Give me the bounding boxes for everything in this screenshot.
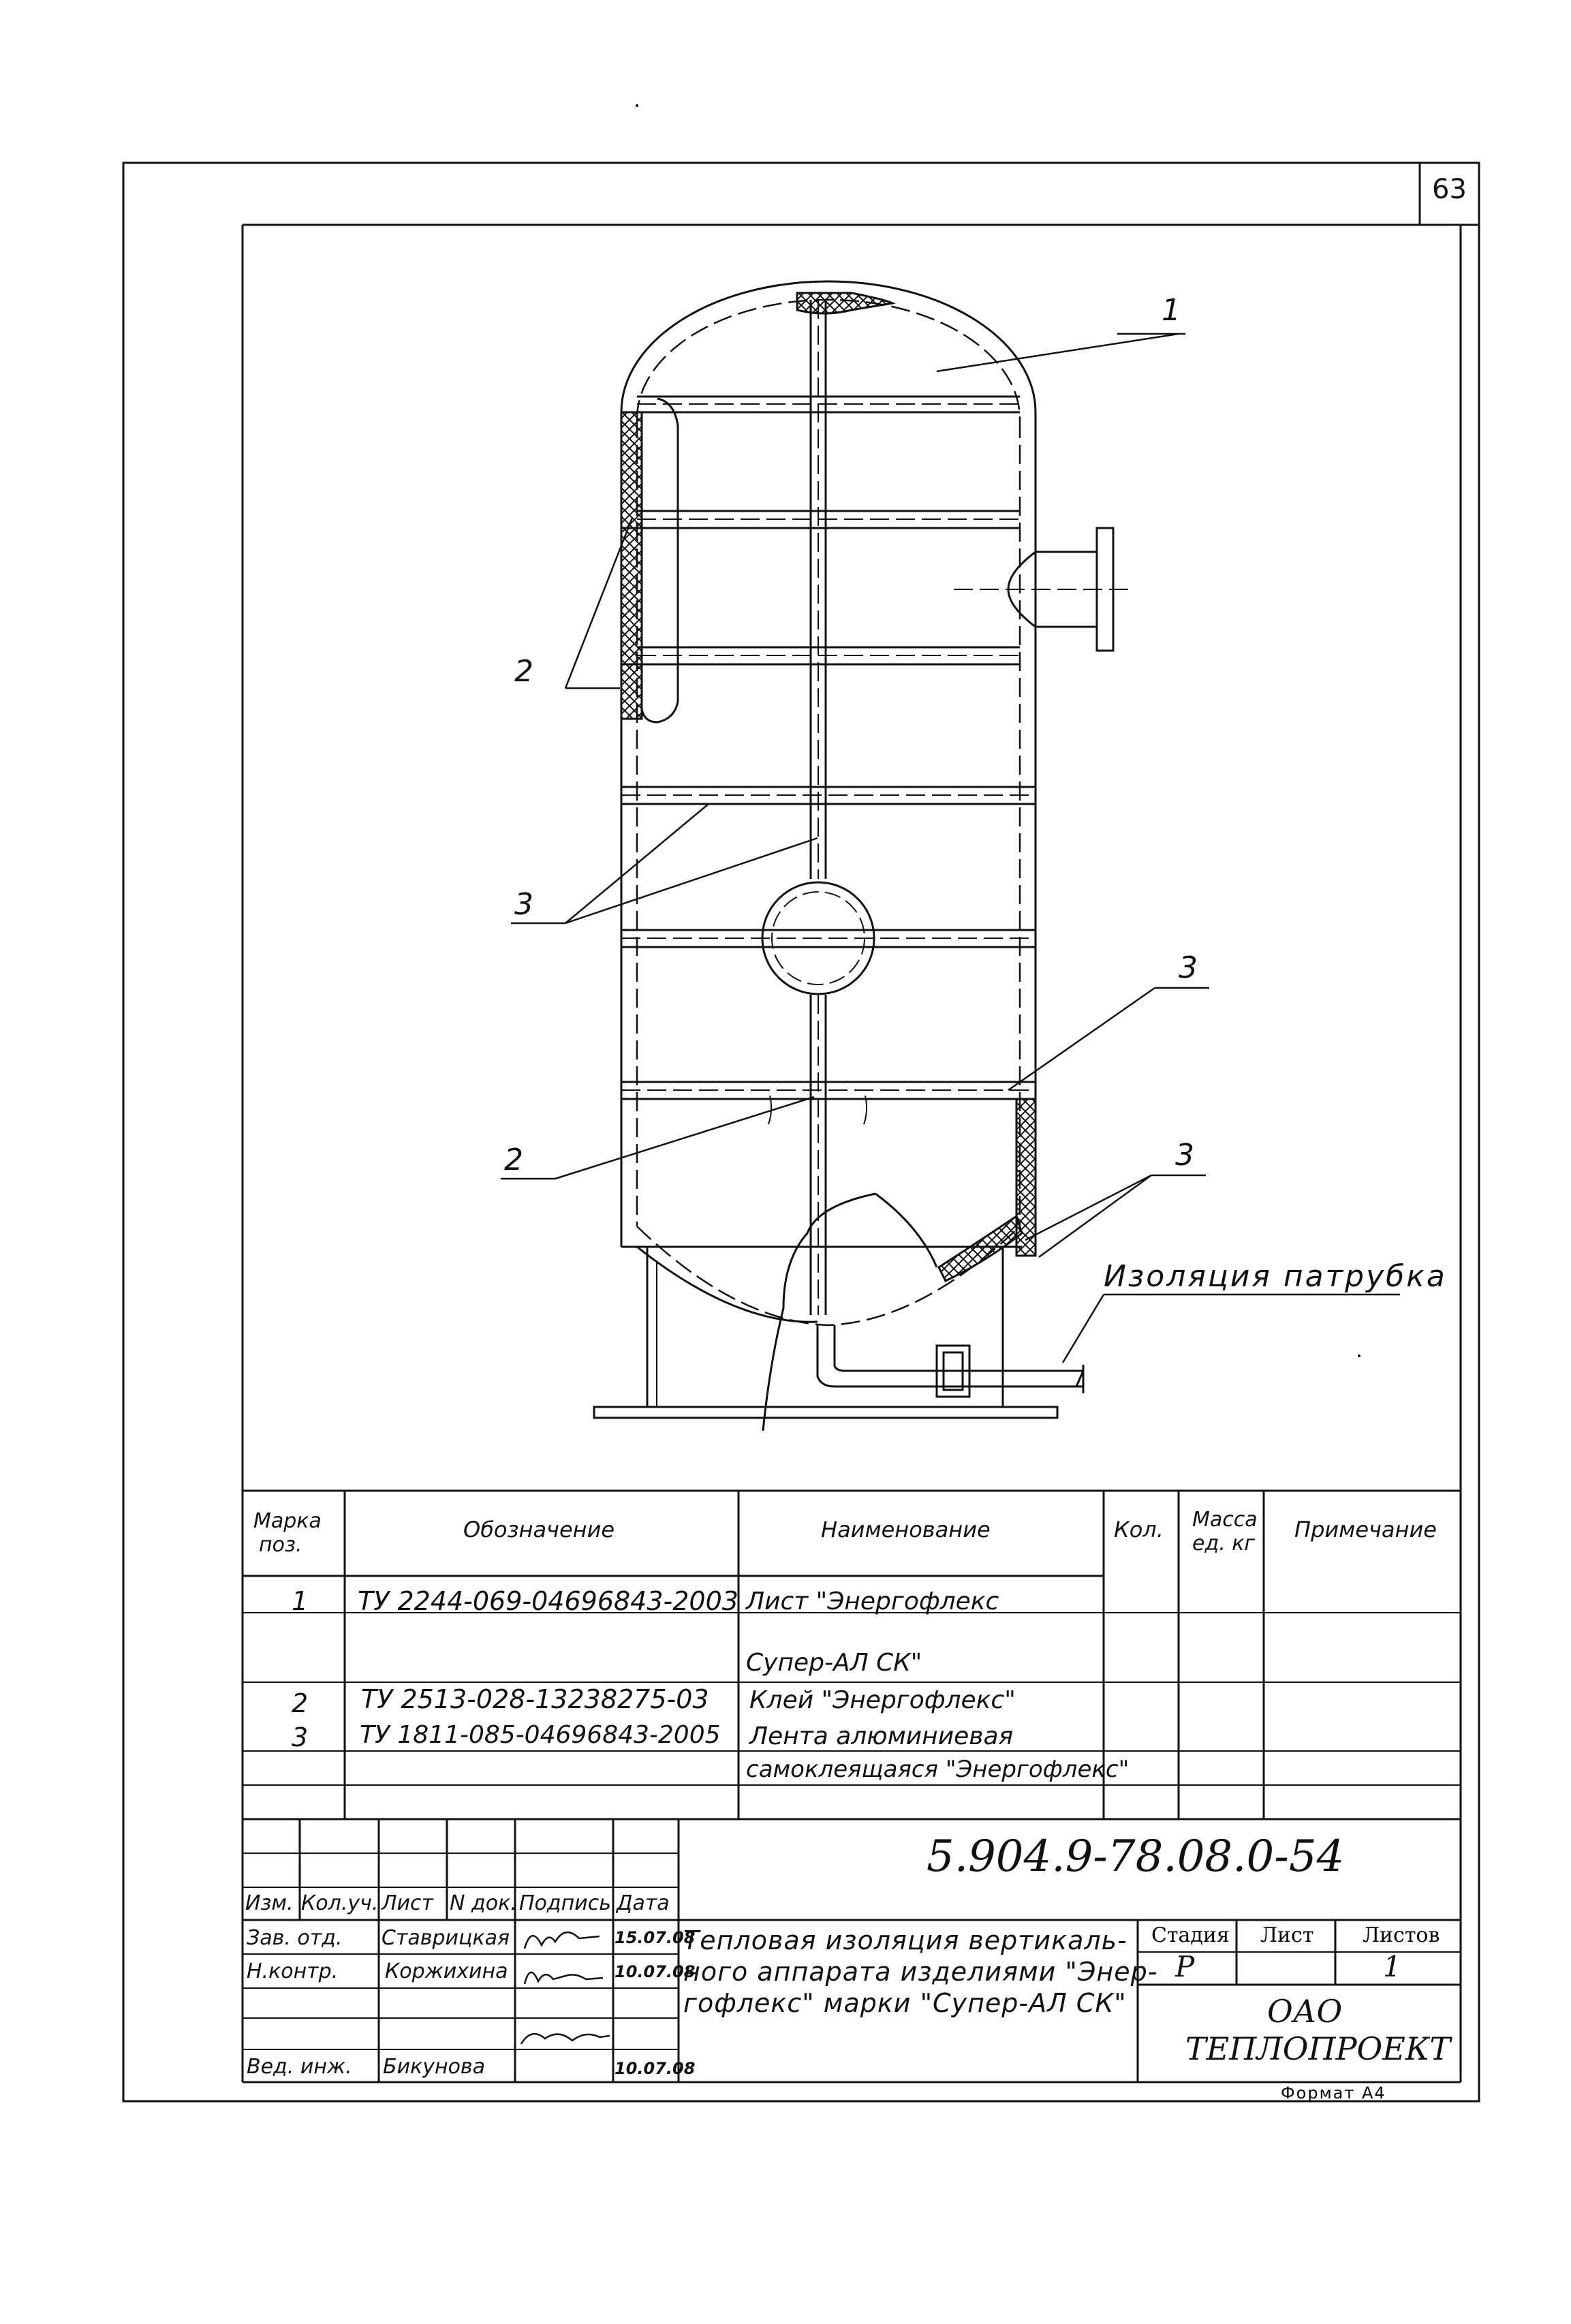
row-3-designation: ТУ 2513-028-13238275-03 [361,1684,709,1714]
title-line-3: гофлекс" марки "Супер-АЛ СК" [683,1988,1127,2018]
row-1-designation: ТУ 2244-069-04696843-2003 [358,1586,738,1616]
rev-header-list: Лист [382,1891,434,1915]
row-5-name: самоклеящаяся "Энергофлекс" [746,1756,1130,1783]
doc-code: 5.904.9-78.08.0-54 [927,1831,1345,1882]
rev-header-podpis: Подпись [519,1891,611,1915]
callout-1: 1 [1162,293,1181,328]
rev-header-n-dok: N док. [450,1891,517,1915]
header-mark-2: поз. [259,1533,302,1557]
row-4-mark: 3 [292,1722,309,1752]
nozzle-insulation-label: Изоляция патрубка [1104,1259,1447,1294]
signer-4-name: Бикунова [383,2055,485,2079]
header-note: Примечание [1294,1517,1437,1543]
stage-label: Стадия [1151,1923,1230,1947]
format-label: Формат А4 [1281,2083,1386,2103]
signer-1-role: Зав. отд. [247,1926,343,1950]
signer-1-name: Ставрицкая [382,1926,510,1950]
signer-1-date: 15.07.08 [615,1928,696,1947]
row-4-name: Лента алюминиевая [749,1722,1014,1750]
callout-3-right-bottom: 3 [1175,1138,1194,1173]
row-3-mark: 2 [292,1688,309,1718]
outer-border [123,163,1479,2101]
vessel-drawing [501,281,1400,1431]
rev-header-izm: Изм. [245,1891,294,1915]
signer-2-role: Н.контр. [247,1959,339,1983]
rev-header-kol-uch: Кол.уч. [301,1891,379,1915]
org-line-2: ТЕПЛОПРОЕКТ [1185,2030,1451,2067]
stage-value: Р [1175,1950,1195,1983]
signer-4-date: 10.07.08 [615,2059,696,2078]
callout-3-left: 3 [514,887,533,922]
row-1-mark: 1 [292,1586,309,1616]
title-line-2: ного аппарата изделиями "Энер- [683,1957,1158,1987]
row-1-name: Лист "Энергофлекс [746,1587,999,1615]
header-mark-1: Марка [253,1509,322,1533]
sheet-label: Лист [1260,1923,1314,1947]
header-name: Наименование [821,1517,991,1543]
rev-header-data: Дата [617,1891,670,1915]
sheet-number: 63 [1432,174,1467,205]
header-mass-2: ед. кг [1192,1532,1256,1555]
org-line-1: ОАО [1267,1993,1343,2030]
row-4-designation: ТУ 1811-085-04696843-2005 [360,1721,721,1749]
callout-2-bottom: 2 [504,1143,523,1177]
header-designation: Обозначение [463,1517,615,1543]
callout-3-right-top: 3 [1179,950,1198,985]
title-line-1: Тепловая изоляция вертикаль- [683,1925,1127,1955]
header-qty: Кол. [1114,1517,1164,1543]
row-2-name: Супер-АЛ СК" [746,1649,922,1677]
signer-4-role: Вед. инж. [247,2055,352,2079]
sheets-value: 1 [1383,1950,1401,1983]
sheets-label: Листов [1363,1923,1440,1947]
row-3-name: Клей "Энергофлекс" [749,1686,1016,1714]
header-mass-1: Масса [1192,1508,1258,1532]
signer-2-name: Коржихина [385,1959,508,1983]
signer-2-date: 10.07.08 [615,1962,696,1981]
callout-2-top: 2 [514,654,533,689]
